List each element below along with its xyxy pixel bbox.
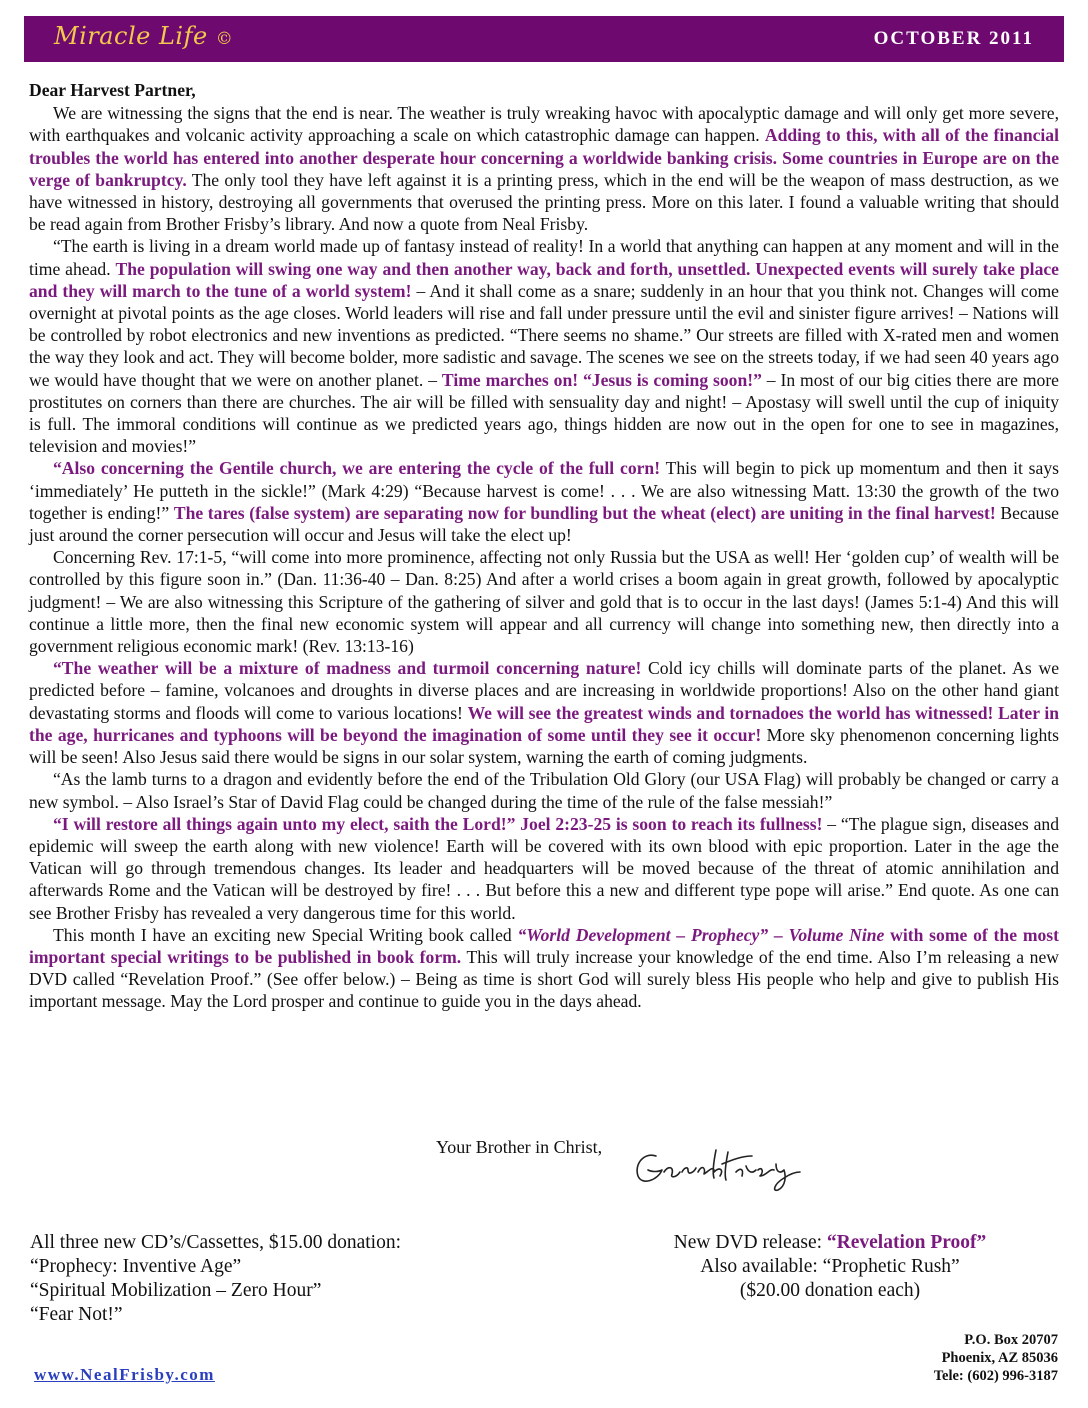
city-state-zip: Phoenix, AZ 85036	[941, 1350, 1058, 1366]
dvd-label: New DVD release:	[673, 1232, 827, 1253]
body-text: Concerning Rev. 17:1-5, “will come into more prominence, affecting not only Russia but the USA as well! Her ‘golden cup’ of wealth will be controlled by this figure soon in.” (Dan. 11:36-40 – Dan. 8:25) And after a world crises a boom again in great growth, followed by apocalyptic judgment! – We are also witnessing this Scripture of the gathering of silver and gold that is to occur in the last days! (James 5:1-4) And this will continue a little more, then the final new economic system will appear and all currency will change into something new, then directly into a government religious economic mark! (Rev. 13:13-16)	[29, 547, 1059, 657]
website-link[interactable]: www.NealFrisby.com	[34, 1365, 215, 1384]
copyright-mark: ©	[215, 29, 234, 49]
body-text: This month I have an exciting new Special Writing book called	[53, 924, 518, 945]
masthead-banner	[24, 16, 1064, 62]
cd-offer-heading: All three new CD’s/Cassettes, $15.00 donation:	[30, 1232, 401, 1253]
highlighted-text: “Also concerning the Gentile church, we are entering the cycle of the full corn!	[53, 458, 661, 479]
body-text: This will begin to pick up momentum and then it says ‘immediately’ He putteth in the sickle!” (Mark 4:29) “Because harvest is come! . . . We are also witnessing Matt. 13:30 the growth of the two together is ending!”	[29, 458, 1059, 523]
body-text: Cold icy chills will dominate parts of the planet. As we predicted before – famine, volcanoes and droughts in diverse places and are increasing in worldwide proportions! Also on the other hand giant devastating storms and floods will come to various locations!	[29, 658, 1059, 723]
body-text: “As the lamb turns to a dragon and evidently before the end of the Tribulation Old Glory (our USA Flag) will probably be changed or carry a new symbol. – Also Israel’s Star of David Flag could be changed during the time of the rule of the false messiah!”	[29, 769, 1059, 812]
cd-title: “Prophecy: Inventive Age”	[30, 1256, 242, 1277]
dvd-title: “Revelation Proof”	[826, 1232, 987, 1253]
letter-body	[29, 79, 1059, 1013]
mailing-address	[934, 1331, 1058, 1385]
letter-paragraphs	[29, 102, 1059, 1012]
letter-paragraph	[29, 924, 1059, 1013]
letter-paragraph	[29, 813, 1059, 924]
letter-paragraph	[29, 102, 1059, 235]
highlighted-text: The population will swing one way and then another way, back and forth, unsettled. Unexpected events will surely take place and they will march to the tune of a world system!	[29, 258, 1059, 301]
highlighted-text: The tares (false system) are separating now for bundling but the wheat (elect) are uniting in the final harvest!	[173, 502, 996, 523]
cd-title: “Fear Not!”	[30, 1304, 123, 1325]
closing-line: Your Brother in Christ,	[436, 1137, 603, 1157]
issue-date: OCTOBER 2011	[873, 28, 1034, 49]
letter-paragraph	[29, 546, 1059, 657]
highlighted-text: “The weather will be a mixture of madness and turmoil concerning nature!	[53, 658, 642, 679]
body-text: More sky phenomenon concerning lights will be seen! Also Jesus said there would be signs in our solar system, warning the earth of coming judgments.	[29, 724, 1059, 768]
letter-paragraph	[29, 235, 1059, 457]
dvd-release-line	[620, 1231, 1040, 1255]
cd-title: “Spiritual Mobilization – Zero Hour”	[30, 1280, 322, 1301]
also-available: Also available: “Prophetic Rush”	[700, 1256, 960, 1277]
highlighted-text: We will see the greatest winds and tornadoes the world has witnessed! Later in the age, hurricanes and typhoons will be beyond the imagination of some until they see it occur!	[29, 702, 1059, 745]
highlighted-text: “I will restore all things again unto my elect, saith the Lord!” Joel 2:23-25 is soon to reach its fullness!	[53, 813, 823, 834]
brand-name: Miracle Life	[54, 22, 208, 50]
body-text: We are witnessing the signs that the end is near. The weather is truly wreaking havoc with apocalyptic damage and will only get more severe, with earthquakes and volcanic activity approaching a scale on which catastrophic damage can happen.	[29, 103, 1059, 146]
body-text: – “The plague sign, diseases and epidemic will sweep the earth along with new violence! Earth will be covered with its own blood with epic proportion. Later in the age the Vatican will go through tremendous changes. Its leader and headquarters will be moved because of the threat of atomic annihilation and afterwards Rome and the Vatican will be destroyed by fire! . . . But before this a new and different type pope will arise.” End quote. As one can see Brother Frisby has revealed a very dangerous time for this world.	[29, 813, 1060, 923]
body-text: Because just around the corner persecution will occur and Jesus will take the elect up!	[29, 502, 1059, 546]
letter-paragraph	[29, 657, 1059, 768]
dvd-price: ($20.00 donation each)	[739, 1280, 921, 1301]
letter-paragraph	[29, 768, 1059, 812]
highlighted-text: Time marches on! “Jesus is coming soon!”	[441, 369, 762, 390]
dvd-offer	[620, 1231, 1040, 1303]
highlighted-text: with some of the most important special writings to be published in book form.	[29, 924, 1059, 967]
body-text: “The earth is living in a dream world made up of fantasy instead of reality! In a world that anything can happen at any moment and will in the time ahead.	[29, 236, 1059, 279]
letter-paragraph	[29, 457, 1059, 546]
brand-logo	[54, 22, 233, 50]
body-text: The only tool they have left against it is a printing press, which in the end will be the weapon of mass destruction, as we have witnessed in history, destroying all governments that overused the printing press. More on this later. I found a valuable writing that should be read again from Brother Frisby’s library. And now a quote from Neal Frisby.	[29, 169, 1059, 235]
highlighted-text: Adding to this, with all of the financial troubles the world has entered into another desperate hour concerning a worldwide banking crisis. Some countries in Europe are on the verge of bankruptcy.	[29, 125, 1059, 190]
po-box: P.O. Box 20707	[964, 1332, 1058, 1348]
body-text: This will truly increase your knowledge of the end time. Also I’m releasing a new DVD called “Revelation Proof.” (See offer below.) – Being as time is short God will surely bless His people who help and give to publish His important message. May the Lord prosper and continue to guide you in the days ahead.	[29, 946, 1059, 1012]
body-text: – In most of our big cities there are more prostitutes on corners than there are churches. The air will be filled with sensuality day and night! – Apostasy will swell until the cup of iniquity is full. The immoral conditions will continue as we predicted years ago, things hidden are now out in the open for one to see in magazines, television and movies!”	[29, 369, 1059, 457]
body-text: – And it shall come as a snare; suddenly in an hour that you think not. Changes will come overnight at pivotal points as the age closes. World leaders will rise and fall under pressure until the evil and sinister figure arrives! – Nations will be controlled by robot electronics and new inventions as predicted. “There seems no shame.” Our streets are filled with X-rated men and women the way they look and act. They will become bolder, more sadistic and savage. The scenes we see on the streets today, if we had seen 40 years ago we would have thought that we were on another planet. –	[29, 280, 1059, 390]
greeting: Dear Harvest Partner,	[29, 80, 196, 100]
signature-image	[628, 1142, 828, 1192]
phone-number: Tele: (602) 996-3187	[933, 1368, 1058, 1384]
highlighted-text: “World Development – Prophecy” – Volume Nine	[517, 924, 885, 945]
cd-offer	[30, 1231, 401, 1327]
